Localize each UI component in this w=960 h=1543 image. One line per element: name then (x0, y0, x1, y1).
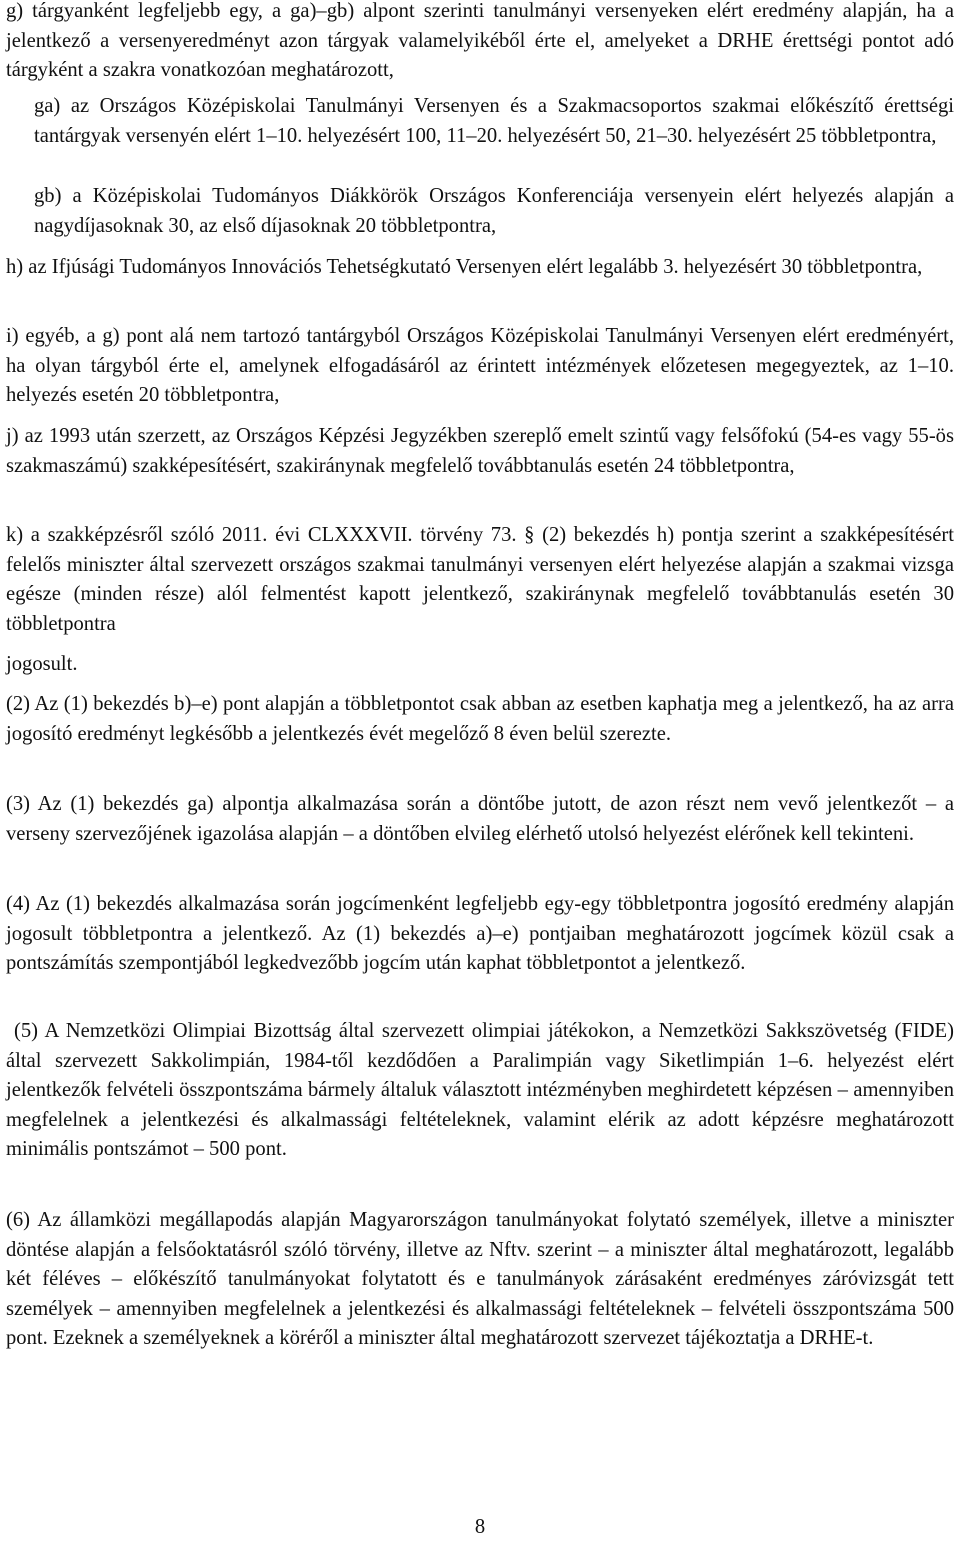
paragraph-i: i) egyéb, a g) pont alá nem tartozó tantárgyból Országos Középiskolai Tanulmányi Versenyen elért eredményért, ha olyan tárgyból érte el, amelynek elfogadásáról az érintett intézmények előzetesen megegyeztek, az 1–10. helyezés esetén 20 többletpontra, (6, 325, 954, 406)
paragraph-g: g) tárgyanként legfeljebb egy, a ga)–gb) alpont szerinti tanulmányi versenyeken elért eredmény alapján, ha a jelentkező a versenyeredményt azon tárgyak valamelyikéből érte el, amelyeket a DRHE érettségi pontot adó tárgyként a szakra vonatkozóan meghatározott, (6, 0, 954, 81)
paragraph-5: (5) A Nemzetközi Olimpiai Bizottság által szervezett olimpiai játékokon, a Nemzetközi Sakkszövetség (FIDE) által szervezett Sakkolimpián, 1984-től kezdődően a Paralimpián vagy Siketlimpián 1–6. helyezést elért jelentkezők felvételi összpontszáma bármely általuk választott intézményben meghirdetett képzésen – amennyiben megfelelnek a jelentkezési és alkalmassági feltételeknek, valamint elérik az adott képzésre meghatározott minimális pontszámot – 500 pont. (6, 1020, 954, 1160)
paragraph-j: j) az 1993 után szerzett, az Országos Képzési Jegyzékben szereplő emelt szintű vagy felsőfokú (54-es vagy 55-ös szakmaszámú) szakképesítésért, szakiránynak megfelelő továbbtanulás esetén 24 többletpontra, (6, 425, 954, 477)
paragraph-3: (3) Az (1) bekezdés ga) alpontja alkalmazása során a döntőbe jutott, de azon részt nem vevő jelentkezőt – a verseny szervezőjének igazolása alapján – a döntőben elvileg elérhető utolsó helyezést elérőnek kell tekinteni. (6, 793, 954, 845)
paragraph-ga: ga) az Országos Középiskolai Tanulmányi Versenyen és a Szakmacsoportos szakmai előkészítő érettségi tantárgyak versenyén elért 1–10. helyezésért 100, 11–20. helyezésért 50, 21–30. helyezésért 25 többletpontra, (34, 95, 954, 147)
paragraph-4: (4) Az (1) bekezdés alkalmazása során jogcímenként legfeljebb egy-egy többletpontra jogosító eredmény alapján jogosult többletpontra a jelentkező. Az (1) bekezdés a)–e) pontjaiban meghatározott jogcímek közül csak a pontszámítás szempontjából legkedvezőbb jogcím után kaphat többletpontot a jelentkező. (6, 893, 954, 974)
paragraph-h: h) az Ifjúsági Tudományos Innovációs Tehetségkutató Versenyen elért legalább 3. helyezésért 30 többletpontra, (6, 256, 923, 278)
paragraph-2: (2) Az (1) bekezdés b)–e) pont alapján a többletpontot csak abban az esetben kaphatja meg a jelentkező, ha az arra jogosító eredményt legkésőbb a jelentkezés évét megelőző 8 éven belül szerezte. (6, 693, 954, 745)
page-number: 8 (474, 1516, 486, 1538)
paragraph-k: k) a szakképzésről szóló 2011. évi CLXXXVII. törvény 73. § (2) bekezdés h) pontja szerint a szakképesítésért felelős miniszter által szervezett országos szakmai tanulmányi versenyen elért helyezése alapján a szakmai vizsga egésze (minden része) alól felmentést kapott jelentkező, szakiránynak megfelelő továbbtanulás esetén 30 többletpontra (6, 524, 954, 635)
paragraph-6: (6) Az államközi megállapodás alapján Magyarországon tanulmányokat folytató személyek, illetve a miniszter döntése alapján a felsőoktatásról szóló törvény, illetve az Nftv. szerint – a miniszter által meghatározott, legalább két féléves – előkészítő tanulmányokat folytatott és e tanulmányok zárásaként eredményes záróvizsgát tett személyek – amennyiben megfelelnek a jelentkezési és alkalmassági feltételeknek – felvételi összpontszáma 500 pont. Ezeknek a személyeknek a köréről a miniszter által meghatározott szervezet tájékoztatja a DRHE-t. (6, 1209, 954, 1349)
paragraph-jogosult: jogosult. (6, 653, 78, 675)
paragraph-gb: gb) a Középiskolai Tudományos Diákkörök Országos Konferenciája versenyein elért helyezés alapján a nagydíjasoknak 30, az első díjasoknak 20 többletpontra, (34, 185, 954, 237)
